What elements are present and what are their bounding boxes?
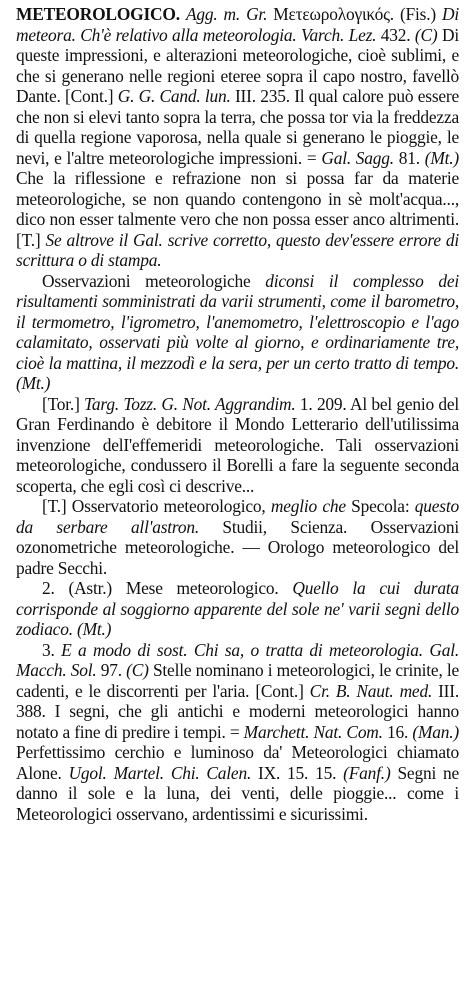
- italic-run: E a modo di sost. Chi sa, o tratta di meteorologia. Gal. Macch. Sol.: [16, 639, 459, 680]
- text-run: 97.: [96, 660, 127, 680]
- entry-paragraph: [16, 394, 459, 497]
- italic-run: (Man.): [412, 721, 459, 742]
- italic-run: G. G. Cand. lun.: [117, 86, 231, 106]
- italic-run: Cr. B. Naut. med.: [309, 680, 433, 701]
- italic-run: Targ. Tozz. G. Not. Aggrandim.: [84, 393, 296, 414]
- text-run: 16.: [382, 721, 413, 742]
- text-run: [T.] Osservatorio meteorologico,: [42, 496, 271, 516]
- text-run: 1. 209. Al bel genio del Gran Ferdinando è debitore il Mondo Letterario dell'utilissima invenzione delI'effemeridi meteorologiche. Tali osservazioni meteorologiche, condussero il Borelli a fare la seguente seconda scoperta, che egli così ci descrive...: [16, 393, 459, 496]
- italic-run: Gal. Sagg.: [321, 147, 394, 168]
- text-run: III. 235. Il qual calore può essere che non si elevi tanto sopra la terra, che possa tor via la freddezza di quella regione vaporosa, nella quale si generano le pioggie, le nevi, e l'altre meteorologiche impressioni. =: [16, 86, 460, 168]
- text-run: Osservazioni meteorologiche: [42, 270, 266, 291]
- text-run: 81.: [393, 147, 425, 168]
- italic-run: diconsi il complesso dei risultamenti somministrati da varii strumenti, come il barometro, il termometro, l'igrometro, l'anemometro, l'elettroscopio e l'ago calamitato, osservati più volte al giorno, e ordinariamente tre, cioè la mattina, il mezzodì e la sera, per un certo tratto di tempo. (Mt.): [16, 270, 459, 393]
- italic-run: Se altrove il Gal. scrive corretto, questo dev'essere errore di scrittura o di stampa.: [16, 229, 459, 270]
- headword: METEOROLOGICO.: [16, 4, 180, 24]
- italic-run: Agg. m. Gr.: [185, 4, 268, 24]
- text-run: Che la riflessione e refrazione non si possa far da materie meteorologiche, se non quando contengono in sè molt'acqua..., dico non esser talmente vero che non possa esser anco altrimenti. [T.]: [16, 168, 459, 250]
- italic-run: (Mt.): [424, 147, 460, 168]
- dictionary-entry: [16, 4, 459, 824]
- entry-paragraph: [16, 578, 459, 640]
- text-run: Specola:: [345, 496, 415, 516]
- italic-run: (C): [126, 660, 149, 680]
- italic-run: Di meteora. Ch'è relativo alla meteorologia. Varch. Lez.: [16, 4, 459, 45]
- italic-run: meglio che: [270, 496, 346, 516]
- entry-paragraph: [16, 271, 459, 394]
- text-run: Di queste impressioni, e alterazioni meteorologiche, cioè sublimi, e che si generano nelle regioni eteree sopra il capo nostro, favellò Dante. [Cont.]: [16, 24, 459, 106]
- text-run: IX. 15. 15.: [251, 762, 344, 783]
- text-run: 3.: [42, 639, 62, 660]
- entry-paragraph: [16, 496, 459, 578]
- text-run: Μετεωρολογικός. (Fis.): [267, 4, 442, 24]
- italic-run: questo da serbare all'astron.: [16, 496, 459, 537]
- entry-paragraph: [16, 640, 459, 825]
- text-run: Stelle nominano i meteorologici, le crinite, le cadenti, e le discorrenti per l'aria. [Cont.]: [16, 660, 459, 701]
- text-run: Perfettissimo cerchio e luminoso da' Meteorologici chiamato Alone.: [16, 742, 459, 783]
- text-run: [Tor.]: [42, 393, 85, 414]
- italic-run: Marchett. Nat. Com.: [243, 721, 383, 742]
- text-run: 432.: [376, 24, 415, 45]
- text-run: III. 388. I segni, che gli antichi e moderni meteorologici hanno notato a fine di predire i tempi. =: [16, 680, 460, 742]
- italic-run: Quello la cui durata corrisponde al soggiorno apparente del sole ne' varii segni dello zodiaco. (Mt.): [16, 578, 459, 639]
- italic-run: (Fanf.): [343, 762, 391, 783]
- text-run: 2. (Astr.) Mese meteorologico.: [42, 578, 293, 598]
- text-run: Studii, Scienza. Osservazioni ozonometriche meteorologiche. — Orologo meteorologico del padre Secchi.: [16, 516, 459, 578]
- italic-run: Ugol. Martel. Chi. Calen.: [68, 762, 252, 783]
- entry-headword-paragraph: [16, 4, 459, 271]
- italic-run: (C): [414, 24, 438, 45]
- text-run: Segni ne danno il sole e la luna, dei venti, delle pioggie... come i Meteorologici osservano, ardentissimi e sicurissimi.: [16, 762, 460, 824]
